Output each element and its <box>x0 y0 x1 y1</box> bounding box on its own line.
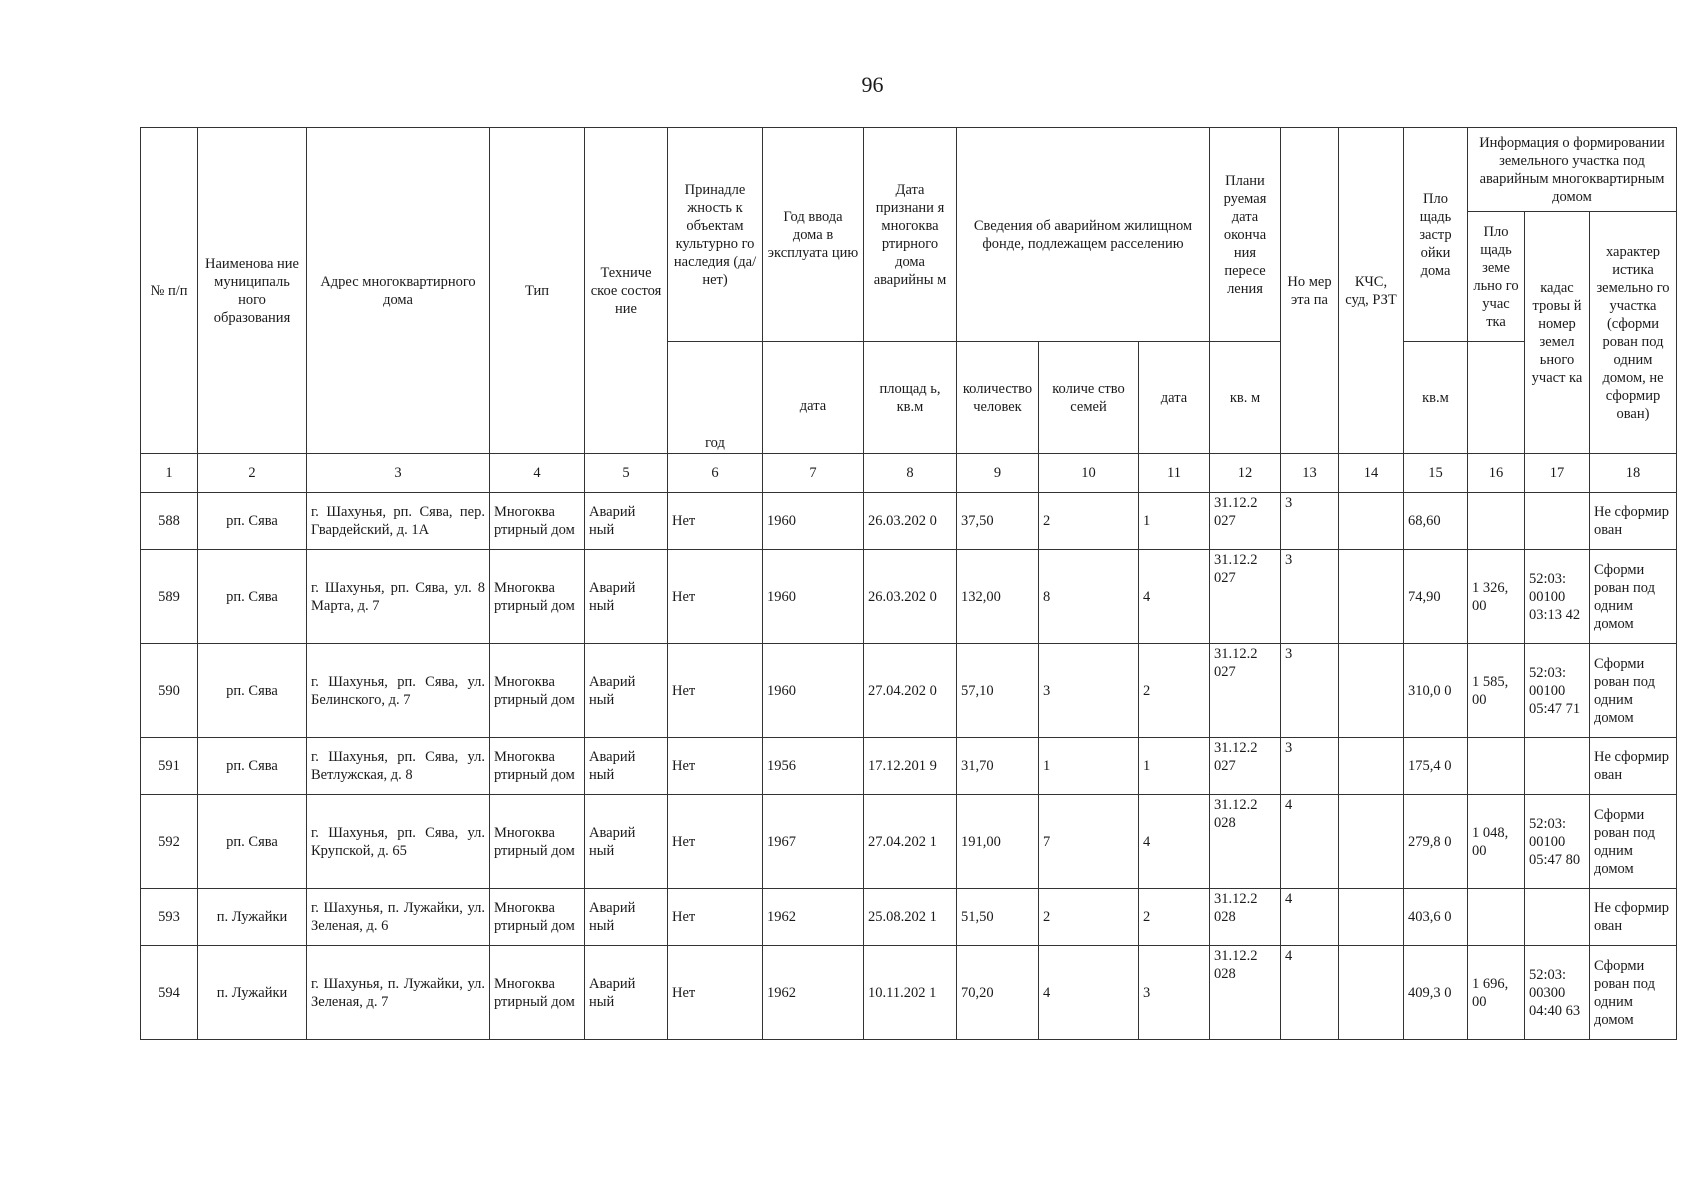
header-number: № п/п <box>141 128 198 454</box>
heritage-flag: Нет <box>668 889 763 946</box>
column-number: 18 <box>1590 454 1677 493</box>
cadastral-number <box>1525 738 1590 795</box>
column-number: 10 <box>1039 454 1139 493</box>
municipality: рп. Сява <box>198 493 307 550</box>
column-number: 14 <box>1339 454 1404 493</box>
planned-end-date: 31.12.2 027 <box>1210 644 1281 738</box>
people-count: 8 <box>1039 550 1139 644</box>
building-area: 175,4 0 <box>1404 738 1468 795</box>
planned-end-date: 31.12.2 027 <box>1210 738 1281 795</box>
heritage-flag: Нет <box>668 946 763 1040</box>
column-number: 12 <box>1210 454 1281 493</box>
row-number: 593 <box>141 889 198 946</box>
year-commission: 1962 <box>763 889 864 946</box>
header-kchs: КЧС, суд, РЗТ <box>1339 128 1404 454</box>
living-area: 57,10 <box>957 644 1039 738</box>
cadastral-number: 52:03: 00100 05:47 80 <box>1525 795 1590 889</box>
municipality: п. Лужайки <box>198 889 307 946</box>
header-municipality: Наименова ние муниципаль ного образования <box>198 128 307 454</box>
header-year-sub: год <box>668 342 763 454</box>
heritage-flag: Нет <box>668 644 763 738</box>
people-count: 1 <box>1039 738 1139 795</box>
year-commission: 1962 <box>763 946 864 1040</box>
column-number: 1 <box>141 454 198 493</box>
land-area: 1 048, 00 <box>1468 795 1525 889</box>
date-recognition: 17.12.201 9 <box>864 738 957 795</box>
row-number: 589 <box>141 550 198 644</box>
municipality: рп. Сява <box>198 550 307 644</box>
building-area: 279,8 0 <box>1404 795 1468 889</box>
stage-number: 4 <box>1281 946 1339 1040</box>
column-number: 17 <box>1525 454 1590 493</box>
header-area-sub: площад ь, кв.м <box>864 342 957 454</box>
emergency-housing-table <box>140 127 1677 1040</box>
cadastral-number <box>1525 889 1590 946</box>
table-row <box>141 550 1677 644</box>
table-row <box>141 493 1677 550</box>
building-area: 310,0 0 <box>1404 644 1468 738</box>
column-numbers-row <box>141 454 1677 493</box>
stage-number: 4 <box>1281 795 1339 889</box>
building-area: 403,6 0 <box>1404 889 1468 946</box>
column-number: 9 <box>957 454 1039 493</box>
building-area: 68,60 <box>1404 493 1468 550</box>
families-count: 1 <box>1139 493 1210 550</box>
land-characteristic: Не сформир ован <box>1590 889 1677 946</box>
land-characteristic: Не сформир ован <box>1590 738 1677 795</box>
column-number: 3 <box>307 454 490 493</box>
families-count: 4 <box>1139 795 1210 889</box>
families-count: 2 <box>1139 644 1210 738</box>
people-count: 2 <box>1039 493 1139 550</box>
municipality: рп. Сява <box>198 738 307 795</box>
living-area: 191,00 <box>957 795 1039 889</box>
planned-end-date: 31.12.2 027 <box>1210 550 1281 644</box>
municipality: рп. Сява <box>198 795 307 889</box>
heritage-flag: Нет <box>668 795 763 889</box>
table-row <box>141 738 1677 795</box>
building-type: Многоква ртирный дом <box>490 644 585 738</box>
building-type: Многоква ртирный дом <box>490 550 585 644</box>
header-build-area: Пло щадь застр ойки дома <box>1404 128 1468 342</box>
living-area: 132,00 <box>957 550 1039 644</box>
date-recognition: 27.04.202 0 <box>864 644 957 738</box>
kchs-value <box>1339 738 1404 795</box>
header-land-info: Информация о формировании земельного участка под аварийным многоквартирным домом <box>1468 128 1677 212</box>
data-rows <box>141 493 1677 1040</box>
kchs-value <box>1339 946 1404 1040</box>
kchs-value <box>1339 889 1404 946</box>
planned-end-date: 31.12.2 028 <box>1210 795 1281 889</box>
land-characteristic: Сформи рован под одним домом <box>1590 644 1677 738</box>
header-planned-date-sub: дата <box>1139 342 1210 454</box>
year-commission: 1960 <box>763 550 864 644</box>
table-row <box>141 889 1677 946</box>
building-type: Многоква ртирный дом <box>490 738 585 795</box>
people-count: 2 <box>1039 889 1139 946</box>
people-count: 3 <box>1039 644 1139 738</box>
header-planned-date: Плани руемая дата окончa ния пересе ления <box>1210 128 1281 342</box>
column-number: 6 <box>668 454 763 493</box>
land-characteristic: Не сформир ован <box>1590 493 1677 550</box>
families-count: 4 <box>1139 550 1210 644</box>
tech-state: Аварий ный <box>585 550 668 644</box>
people-count: 4 <box>1039 946 1139 1040</box>
planned-end-date: 31.12.2 027 <box>1210 493 1281 550</box>
families-count: 3 <box>1139 946 1210 1040</box>
building-type: Многоква ртирный дом <box>490 795 585 889</box>
address: г. Шахунья, рп. Сява, ул. 8 Марта, д. 7 <box>307 550 490 644</box>
building-type: Многоква ртирный дом <box>490 946 585 1040</box>
header-year-commission: Год ввода дома в эксплуата цию <box>763 128 864 342</box>
municipality: рп. Сява <box>198 644 307 738</box>
column-number: 16 <box>1468 454 1525 493</box>
building-area: 74,90 <box>1404 550 1468 644</box>
address: г. Шахунья, рп. Сява, ул. Белинского, д. 7 <box>307 644 490 738</box>
land-characteristic: Сформи рован под одним домом <box>1590 550 1677 644</box>
tech-state: Аварий ный <box>585 889 668 946</box>
cadastral-number: 52:03: 00100 03:13 42 <box>1525 550 1590 644</box>
stage-number: 3 <box>1281 738 1339 795</box>
kchs-value <box>1339 644 1404 738</box>
address: г. Шахунья, рп. Сява, ул. Ветлужская, д. 8 <box>307 738 490 795</box>
address: г. Шахунья, п. Лужайки, ул. Зеленая, д. 7 <box>307 946 490 1040</box>
column-number: 8 <box>864 454 957 493</box>
header-row-1 <box>141 128 1677 212</box>
header-stage: Но мер эта па <box>1281 128 1339 454</box>
header-land-area-unit: кв.м <box>1404 342 1468 454</box>
cadastral-number: 52:03: 00100 05:47 71 <box>1525 644 1590 738</box>
header-type: Тип <box>490 128 585 454</box>
building-type: Многоква ртирный дом <box>490 889 585 946</box>
year-commission: 1967 <box>763 795 864 889</box>
cadastral-number: 52:03: 00300 04:40 63 <box>1525 946 1590 1040</box>
header-heritage: Принадле жность к объектам культурно го наследия (да/нет) <box>668 128 763 342</box>
header-cadastre: кадас тровы й номер земел ьного участ ка <box>1525 212 1590 454</box>
people-count: 7 <box>1039 795 1139 889</box>
date-recognition: 26.03.202 0 <box>864 493 957 550</box>
date-recognition: 25.08.202 1 <box>864 889 957 946</box>
table-row <box>141 644 1677 738</box>
heritage-flag: Нет <box>668 550 763 644</box>
header-address: Адрес многоквартирного дома <box>307 128 490 454</box>
cadastral-number <box>1525 493 1590 550</box>
land-area <box>1468 738 1525 795</box>
living-area: 51,50 <box>957 889 1039 946</box>
living-area: 70,20 <box>957 946 1039 1040</box>
tech-state: Аварий ный <box>585 493 668 550</box>
header-families-sub: количе ство семей <box>1039 342 1139 454</box>
families-count: 1 <box>1139 738 1210 795</box>
date-recognition: 26.03.202 0 <box>864 550 957 644</box>
header-date-recognition: Дата признани я многоква ртирного дома аварийны м <box>864 128 957 342</box>
header-land-char: характер истика земельно го участка (сформи рован под одним домом, не сформир ован) <box>1590 212 1677 454</box>
header-build-area-unit: кв. м <box>1210 342 1281 454</box>
land-characteristic: Сформи рован под одним домом <box>1590 795 1677 889</box>
address: г. Шахунья, рп. Сява, ул. Крупской, д. 65 <box>307 795 490 889</box>
land-area <box>1468 889 1525 946</box>
year-commission: 1956 <box>763 738 864 795</box>
kchs-value <box>1339 493 1404 550</box>
row-number: 592 <box>141 795 198 889</box>
building-type: Многоква ртирный дом <box>490 493 585 550</box>
tech-state: Аварий ный <box>585 795 668 889</box>
kchs-value <box>1339 795 1404 889</box>
header-emergency-info: Сведения об аварийном жилищном фонде, подлежащем расселению <box>957 128 1210 342</box>
year-commission: 1960 <box>763 644 864 738</box>
land-area: 1 326, 00 <box>1468 550 1525 644</box>
address: г. Шахунья, п. Лужайки, ул. Зеленая, д. 6 <box>307 889 490 946</box>
planned-end-date: 31.12.2 028 <box>1210 946 1281 1040</box>
address: г. Шахунья, рп. Сява, пер. Гвардейский, д. 1А <box>307 493 490 550</box>
column-number: 15 <box>1404 454 1468 493</box>
land-area: 1 696, 00 <box>1468 946 1525 1040</box>
land-area <box>1468 493 1525 550</box>
column-number: 4 <box>490 454 585 493</box>
tech-state: Аварий ный <box>585 644 668 738</box>
date-recognition: 27.04.202 1 <box>864 795 957 889</box>
row-number: 591 <box>141 738 198 795</box>
header-tech-state: Техниче ское состоя ние <box>585 128 668 454</box>
heritage-flag: Нет <box>668 738 763 795</box>
land-area: 1 585, 00 <box>1468 644 1525 738</box>
planned-end-date: 31.12.2 028 <box>1210 889 1281 946</box>
municipality: п. Лужайки <box>198 946 307 1040</box>
families-count: 2 <box>1139 889 1210 946</box>
table-row <box>141 795 1677 889</box>
living-area: 37,50 <box>957 493 1039 550</box>
header-date-sub: дата <box>763 342 864 454</box>
kchs-value <box>1339 550 1404 644</box>
column-number: 7 <box>763 454 864 493</box>
stage-number: 3 <box>1281 550 1339 644</box>
column-number: 2 <box>198 454 307 493</box>
column-number: 11 <box>1139 454 1210 493</box>
table-row <box>141 946 1677 1040</box>
row-number: 590 <box>141 644 198 738</box>
tech-state: Аварий ный <box>585 738 668 795</box>
header-land-area: Пло щадь земе льно го учас тка <box>1468 212 1525 342</box>
land-characteristic: Сформи рован под одним домом <box>1590 946 1677 1040</box>
living-area: 31,70 <box>957 738 1039 795</box>
row-number: 594 <box>141 946 198 1040</box>
column-number: 5 <box>585 454 668 493</box>
date-recognition: 10.11.202 1 <box>864 946 957 1040</box>
heritage-flag: Нет <box>668 493 763 550</box>
row-number: 588 <box>141 493 198 550</box>
year-commission: 1960 <box>763 493 864 550</box>
stage-number: 3 <box>1281 493 1339 550</box>
header-people-sub: количество человек <box>957 342 1039 454</box>
building-area: 409,3 0 <box>1404 946 1468 1040</box>
column-number: 13 <box>1281 454 1339 493</box>
page-number: 96 <box>861 72 884 97</box>
tech-state: Аварий ный <box>585 946 668 1040</box>
stage-number: 4 <box>1281 889 1339 946</box>
stage-number: 3 <box>1281 644 1339 738</box>
